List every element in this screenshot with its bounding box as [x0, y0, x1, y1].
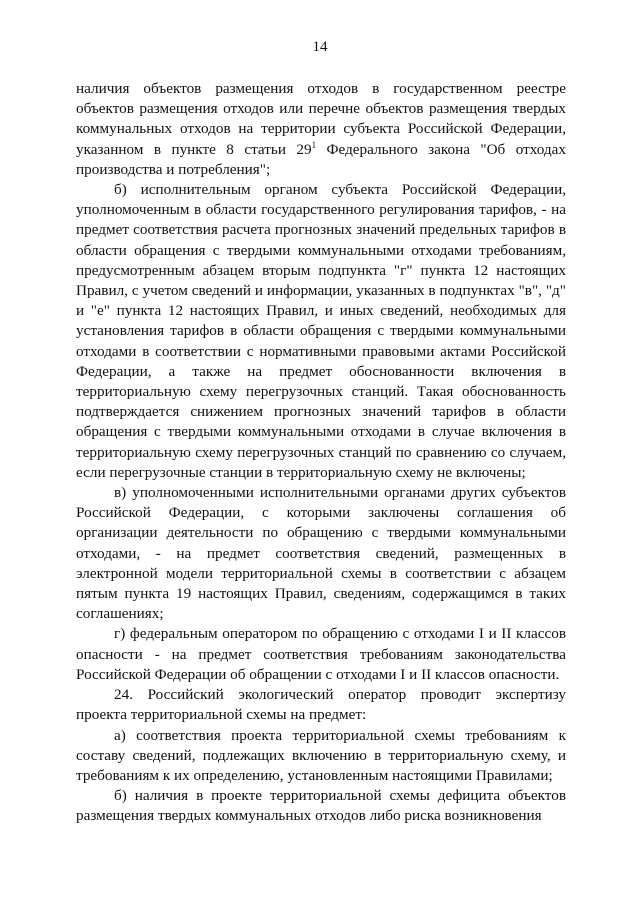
paragraph-item-b-2: б) наличия в проекте территориальной схемы дефицита объектов размещения твердых коммунальных отходов либо риска возникновения [76, 787, 566, 825]
paragraph-item-a: а) соответствия проекта территориальной схемы требованиям к составу сведений, подлежащих включению в территориальную схему, и требованиям к их определению, установленным настоящими Правилами; [76, 726, 566, 784]
paragraph-continuation [76, 79, 566, 180]
paragraph-text: наличия объектов размещения отходов в государственном реестре объектов размещения отходов или перечне объектов размещения твердых коммунальных отходов на территории субъекта Российской Федерации, указанном в пункте 8 статьи 29 [76, 80, 566, 158]
page-number: 14 [312, 39, 328, 55]
paragraph-item-b: б) исполнительным органом субъекта Российской Федерации, уполномоченным в области государственного регулирования тарифов, - на предмет соответствия расчета прогнозных значений предельных тарифов в области обращения с твердыми коммунальными отходами требованиям, предусмотренным абзацем вторым подпункта "г" пункта 12 настоящих Правил, с учетом сведений и информации, указанных в подпунктах "в", "д" и "е" пункта 12 настоящих Правил, и иных сведений, необходимых для установления тарифов в области обращения с твердыми коммунальными отходами в соответствии с нормативными правовыми актами Российской Федерации, а также на предмет обоснованности включения в территориальную схему перегрузочных станций. Такая обоснованность подтверждается снижением прогнозных значений тарифов в области обращения с твердыми коммунальными отходами в случае включения в территориальную схему перегрузочных станций по сравнению со случаем, если перегрузочные станции в территориальную схему не включены; [76, 181, 566, 481]
document-body [76, 79, 566, 827]
paragraph-point-24: 24. Российский экологический оператор проводит экспертизу проекта территориальной схемы на предмет: [76, 686, 566, 724]
paragraph-text-tail: Федерального закона "Об отходах производства и потребления"; [76, 140, 566, 178]
paragraph-item-g: г) федеральным оператором по обращению с отходами I и II классов опасности - на предмет соответствия требованиям законодательства Российской Федерации об обращении с отходами I и II классов опасности. [76, 625, 566, 683]
paragraph-item-v: в) уполномоченными исполнительными органами других субъектов Российской Федерации, с которыми заключены соглашения об организации деятельности по обращению с твердыми коммунальными отходами, - на предмет соответствия сведений, размещенных в электронной модели территориальной схемы в соответствии с абзацем пятым пункта 19 настоящих Правил, сведениям, содержащимся в таких соглашениях; [76, 484, 566, 623]
superscript-footnote: 1 [311, 139, 317, 150]
